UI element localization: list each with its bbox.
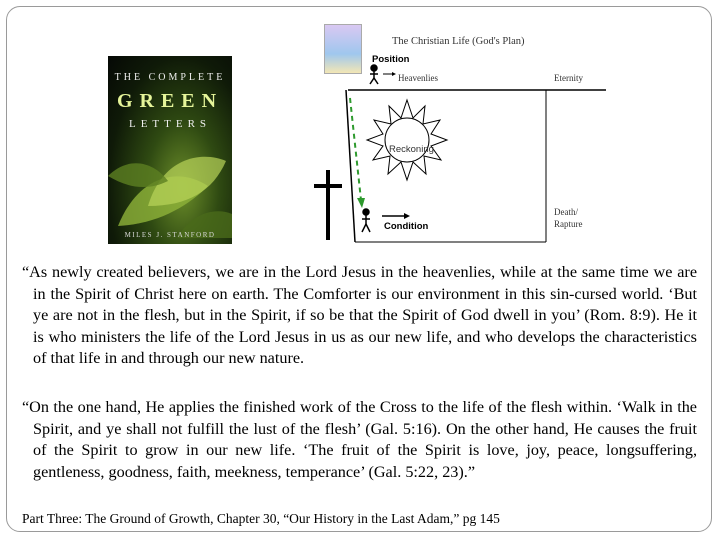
heavenlies-label: Heavenlies (398, 73, 438, 83)
book-author: MILES J. STANFORD (124, 231, 216, 239)
book-title-line-2: GREEN (116, 90, 224, 112)
source-citation: Part Three: The Ground of Growth, Chapter 30, “Our History in the Last Adam,” pg 145 (22, 511, 500, 526)
diagram-title: The Christian Life (God's Plan) (392, 36, 525, 47)
quote-text-1: “As newly created believers, we are in the Lord Jesus in the heavenlies, while at the same time we are in the Spirit of Christ here on earth. The Comforter is our environment in this sin-cursed world. ‘But ye are not in the flesh, but in the Spirit, if so be that the Spirit of God dwell in you’ (Rom. 8:9). He it is who ministers the life of the Lord Jesus in us as our new life, and who develops the characteristics of that life in and through our new nature. (22, 263, 697, 368)
reckoning-label: Reckoning (389, 144, 434, 155)
eternity-label: Eternity (554, 73, 583, 83)
slanted-left-line (346, 90, 355, 242)
quote-text-2: “On the one hand, He applies the finished work of the Cross to the life of the flesh within. ‘Walk in the Spirit, and ye shall not fulfill the lust of the flesh’ (Gal. 5:16). On the other hand, He causes the fruit of the Spirit to grow in our new life. ‘The fruit of the Spirit is love, joy, peace, longsuffering, gentleness, goodness, faith, meekness, temperance’ (Gal. 5:22, 23).” (22, 398, 697, 481)
book-title-line-3: LETTERS (128, 118, 212, 130)
stick-figure-position-icon (370, 65, 378, 84)
death-rapture-label: Death/ Rapture (554, 207, 583, 229)
cross-icon (326, 170, 330, 240)
reckoning-starburst-icon (367, 100, 447, 180)
book-cover-image (108, 56, 232, 244)
position-label: Position (372, 54, 410, 65)
quote-paragraph-2 (22, 397, 697, 483)
leaf-illustration (108, 56, 232, 244)
stick-figure-condition-icon (362, 209, 370, 232)
condition-label: Condition (384, 221, 429, 232)
christian-life-diagram (310, 20, 610, 250)
book-title-line-1: THE COMPLETE (114, 72, 226, 83)
quote-paragraph-1 (22, 262, 697, 370)
